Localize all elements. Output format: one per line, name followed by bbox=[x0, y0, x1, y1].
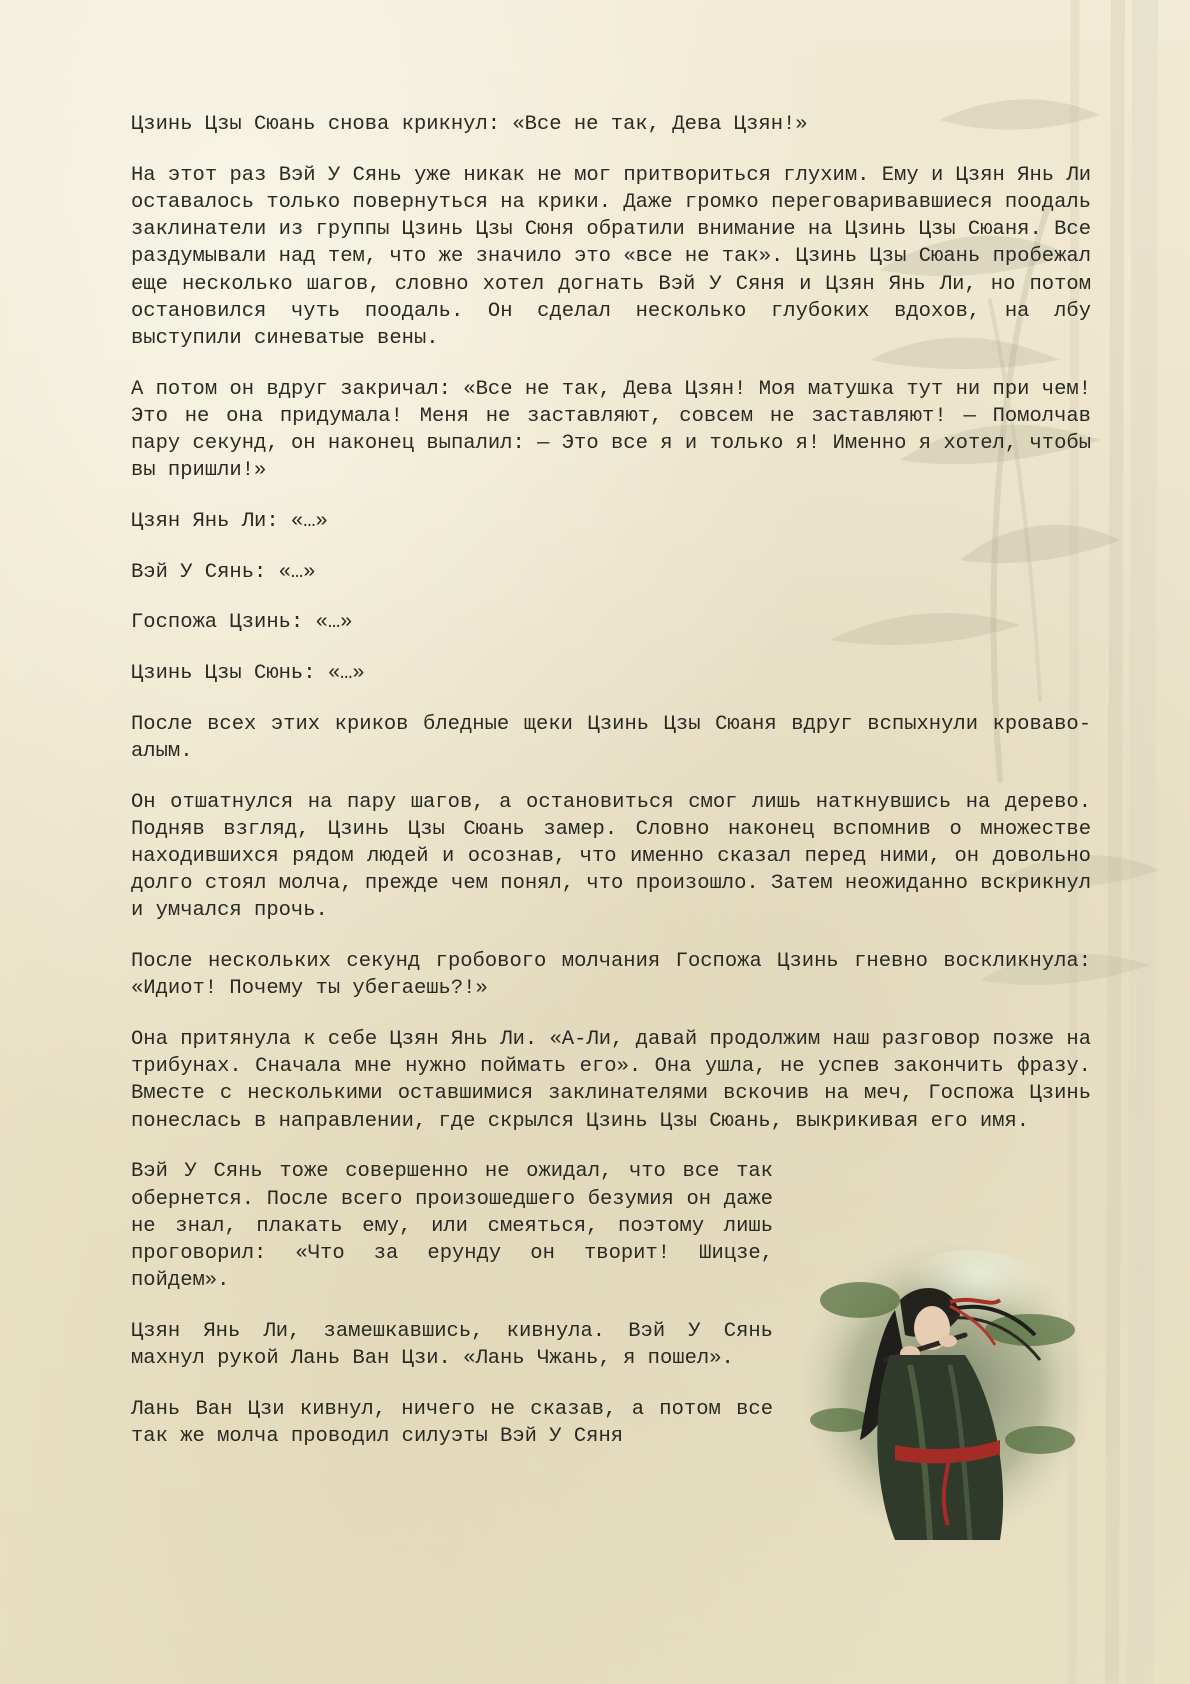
paragraph: Вэй У Сянь тоже совершенно не ожидал, что все так обернется. После всего произошедшего безумия он даже не знал, плакать ему, или смеяться, поэтому лишь проговорил: «Что за ерунду он творит! Шицзе, пойдем». bbox=[131, 1160, 773, 1293]
paragraph: После всех этих криков бледные щеки Цзинь Цзы Сюаня вдруг вспыхнули кроваво-алым. bbox=[131, 712, 1091, 763]
character-illustration-icon bbox=[800, 1240, 1090, 1540]
paragraph: После нескольких секунд гробового молчания Госпожа Цзинь гневно воскликнула: «Идиот! Почему ты убегаешь?!» bbox=[131, 950, 1091, 1001]
paragraph: Цзян Янь Ли: «…» bbox=[131, 509, 328, 533]
paragraph: Цзинь Цзы Сюань снова крикнул: «Все не так, Дева Цзян!» bbox=[131, 113, 808, 136]
paragraph: Вэй У Сянь: «…» bbox=[131, 560, 316, 584]
paragraph: А потом он вдруг закричал: «Все не так, Дева Цзян! Моя матушка тут ни при чем! Это не она придумала! Меня не заставляют, совсем не заставляют! — Помолчав пару секунд, он наконец выпалил: — Это все я и только я! Именно я хотел, чтобы вы пришли!» bbox=[131, 377, 1091, 483]
paragraph: Госпожа Цзинь: «…» bbox=[131, 611, 353, 635]
paragraph: Она притянула к себе Цзян Янь Ли. «А-Ли, давай продолжим наш разговор позже на трибунах. Сначала мне нужно поймать его». Она ушла, не успев закончить фразу. Вместе с несколькими оставшимися заклинателями вскочив на меч, Госпожа Цзинь понеслась в направлении, где скрылся Цзинь Цзы Сюань, выкрикивая его имя. bbox=[131, 1028, 1091, 1133]
paragraph: Он отшатнулся на пару шагов, а остановиться смог лишь наткнувшись на дерево. Подняв взгляд, Цзинь Цзы Сюань замер. Словно наконец вспомнив о множестве находившихся рядом людей и осознав, что именно сказал перед ними, он довольно долго стоял молча, прежде чем понял, что произошло. Затем неожиданно вскрикнул и умчался прочь. bbox=[131, 790, 1091, 923]
paragraph: Лань Ван Цзи кивнул, ничего не сказав, а потом все так же молча проводил силуэты Вэй У Сяня bbox=[131, 1397, 773, 1449]
paragraph: Цзян Янь Ли, замешкавшись, кивнула. Вэй У Сянь махнул рукой Лань Ван Цзи. «Лань Чжань, я пошел». bbox=[131, 1319, 773, 1371]
paragraph: На этот раз Вэй У Сянь уже никак не мог притвориться глухим. Ему и Цзян Янь Ли оставалось только повернуться на крики. Даже громко переговаривавшиеся поодаль заклинатели из группы Цзинь Цзы Сюня обратили внимание на Цзинь Цзы Сюаня. Все раздумывали над тем, что же значило это «все не так». Цзинь Цзы Сюань пробежал еще несколько шагов, словно хотел догнать Вэй У Сяня и Цзян Янь Ли, но потом остановился чуть поодаль. Он сделал несколько глубоких вдохов, на лбу выступили синеватые вены. bbox=[131, 163, 1091, 350]
paragraph: Цзинь Цзы Сюнь: «…» bbox=[131, 662, 365, 686]
